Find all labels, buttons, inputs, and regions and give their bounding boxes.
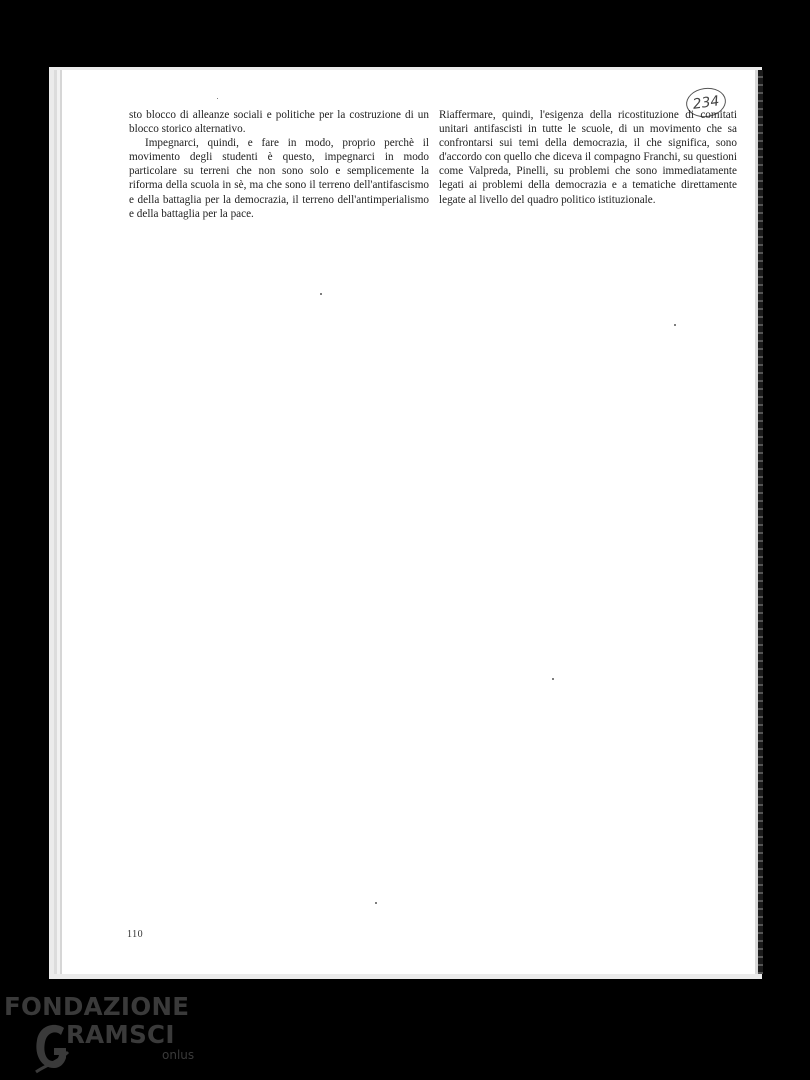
paragraph: sto blocco di alleanze sociali e politiche per la costruzione di un blocco storico alternativo. xyxy=(129,109,429,136)
text-column-right xyxy=(439,108,737,207)
fondazione-gramsci-logo xyxy=(4,992,204,1076)
logo-line1: FONDAZIONE xyxy=(4,992,190,1021)
paragraph: Impegnarci, quindi, e fare in modo, proprio perchè il movimento degli studenti è questo, impegnarci in modo particolare su terreni che non sono solo e semplicemente la riforma della scuola in sè, ma che sono il terreno dell'antifascismo e della battaglia per la democrazia, il terreno dell'antimperialismo e della battaglia per la pace. xyxy=(129,137,429,220)
annotation-text: 234 xyxy=(691,92,721,113)
paragraph: Riaffermare, quindi, l'esigenza della ricostituzione di comitati unitari antifascisti in tutte le scuole, di un movimento che sa confrontarsi sui temi della democrazia, il che significa, sono d'accordo con quello che diceva il compagno Franchi, su questioni come Valpreda, Pinelli, su problemi che sono immediatamente legati ai problemi della democrazia e a tematiche direttamente legate al livello del quadro politico istituzionale. xyxy=(439,109,737,206)
document-page xyxy=(62,70,758,974)
paper-speck xyxy=(217,98,218,99)
logo-line2: RAMSCI xyxy=(66,1020,175,1049)
paper-speck xyxy=(320,293,322,295)
logo-sub: onlus xyxy=(162,1048,195,1062)
paper-speck xyxy=(552,678,554,680)
page-number: 110 xyxy=(127,929,144,940)
paper-speck xyxy=(375,902,377,904)
text-column-left xyxy=(129,108,429,221)
logo-g-mark xyxy=(34,1022,70,1074)
paper-speck xyxy=(674,324,676,326)
